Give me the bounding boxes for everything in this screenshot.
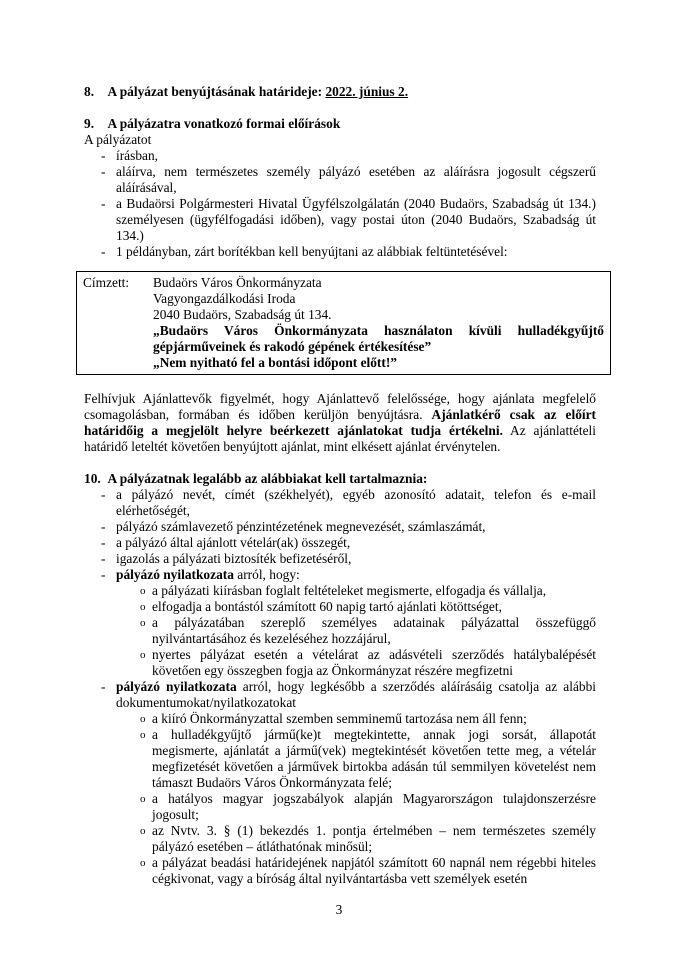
declaration-label: pályázó nyilatkozata [116,567,234,582]
declaration-text: arról, hogy: [233,567,300,582]
list-item [84,567,596,679]
list-item: - 1 példányban, zárt borítékban kell benyújtani az alábbiak feltüntetésével: [84,244,596,260]
notice-text: Az ajánlattételi határidő leteltét követően benyújtott ajánlat, mint elkésett ajánlat érvénytelen. [84,423,596,454]
section-title: A pályázatra vonatkozó formai előírások [107,116,341,131]
notice-paragraph [84,391,596,455]
address-line: 2040 Budaörs, Szabadság út 134. [153,307,332,322]
list-item: - írásban, [84,148,596,164]
spacer [84,375,596,391]
declaration-sublist [84,583,596,679]
notice-emphasis: Ajánlatkérő csak az előírt határidőig a megjelölt helyre beérkezett ajánlatokat tudja értékelni. [84,407,597,438]
section-title: A pályázat benyújtásának határideje: [107,84,323,99]
section-number: 9. [84,116,95,131]
section-number: 8. [84,84,95,99]
envelope-subject: „Budaörs Város Önkormányzata használaton kívüli hulladékgyűjtő gépjárműveinek és rakodó gépének értékesítése” [153,323,604,354]
spacer [84,455,596,471]
section-title: A pályázatnak legalább az alábbiakat kell tartalmaznia: [107,471,428,486]
recipient-label: Címzett: [83,275,130,290]
sublist-item: o a pályázati kiírásban foglalt feltételeket megismerte, elfogadja és vállalja, [84,583,596,599]
sublist-item: o a hulladékgyűjtő jármű(ke)t megtekintette, annak jogi sorsát, állapotát megismerte, ajánlatát a jármű(vek) megtekintését követően tette meg, a vételár megfizetését követően a járművek birtokba adásán túl semmilyen követelést nem támaszt Budaörs Város Önkormányzata felé; [84,727,596,791]
sublist-item: o a pályázatában szereplő személyes adatainak pályázattal összefüggő nyilvántartásához és kezeléséhez hozzájárul, [84,615,596,647]
sublist-item: o az Nvtv. 3. § (1) bekezdés 1. pontja értelmében – nem természetes személy pályázó esetében – átláthatónak minősül; [84,823,596,855]
declaration-text: arról, hogy legkésőbb a szerződés aláírásáig csatolja az alábbi dokumentumokat/nyilatkozatokat [116,679,597,710]
sublist-item: o elfogadja a bontástól számított 60 napig tartó ajánlati kötöttséget, [84,599,596,615]
page-number: 3 [335,902,343,917]
spacer [84,100,596,116]
list-item: - aláírva, nem természetes személy pályázó esetében az aláírásra jogosult cégszerű aláírásával, [84,164,596,196]
sublist-item: o a kiíró Önkormányzattal szemben semminemű tartozása nem áll fenn; [84,711,596,727]
sublist-item: o nyertes pályázat esetén a vételárat az adásvételi szerződés hatálybalépését követően egy összegben fogja az Önkormányzat részére megfizetni [84,647,596,679]
document-page [83,84,604,887]
list-item: - a Budaörsi Polgármesteri Hivatal Ügyfélszolgálatán (2040 Budaörs, Szabadság út 134.) személyesen (ügyfélfogadási időben), vagy postai úton (2040 Budaörs, Szabadság út 134.) [84,196,596,244]
section-10-heading [84,471,596,487]
declaration-label: pályázó nyilatkozata [116,679,237,694]
recipient-details [153,275,604,371]
deadline-date: 2022. június 2. [325,84,409,99]
sublist-item: o a hatályos magyar jogszabályok alapján Magyarországon tulajdonszerzésre jogosult; [84,791,596,823]
notice-text: Felhívjuk Ajánlattevők figyelmét, hogy Ajánlattevő felelőssége, hogy ajánlata megfelelő csomagolásban, formában és időben kerüljön benyújtásra. [84,391,596,422]
section-number: 10. [84,471,101,486]
list-item: - a pályázó által ajánlott vételár(ak) összegét, [84,535,596,551]
sublist-item: o a pályázat beadási határidejének napjától számított 60 napnál nem régebbi hiteles cégkivonat, vagy a bíróság által nyilvántartásba vett személyek esetén [84,855,596,887]
list-item: - pályázó számlavezető pénzintézetének megnevezését, számlaszámát, [84,519,596,535]
list-item: - a pályázó nevét, címét (székhelyét), egyéb azonosító adatait, telefon és e-mail elérhetőségét, [84,487,596,519]
list-item: - igazolás a pályázati biztosíték befizetéséről, [84,551,596,567]
address-line: Budaörs Város Önkormányzata [153,275,322,290]
address-box [76,271,611,375]
submission-rules-list [84,148,596,260]
list-item [84,679,596,887]
declaration-sublist [84,711,596,887]
envelope-warning: „Nem nyitható fel a bontási időpont előtt!” [153,355,398,370]
section-9-intro: A pályázatot [84,132,152,147]
required-contents-list [84,487,596,887]
section-9-heading [84,116,596,132]
address-line: Vagyongazdálkodási Iroda [153,291,296,306]
section-8-heading [84,84,596,100]
